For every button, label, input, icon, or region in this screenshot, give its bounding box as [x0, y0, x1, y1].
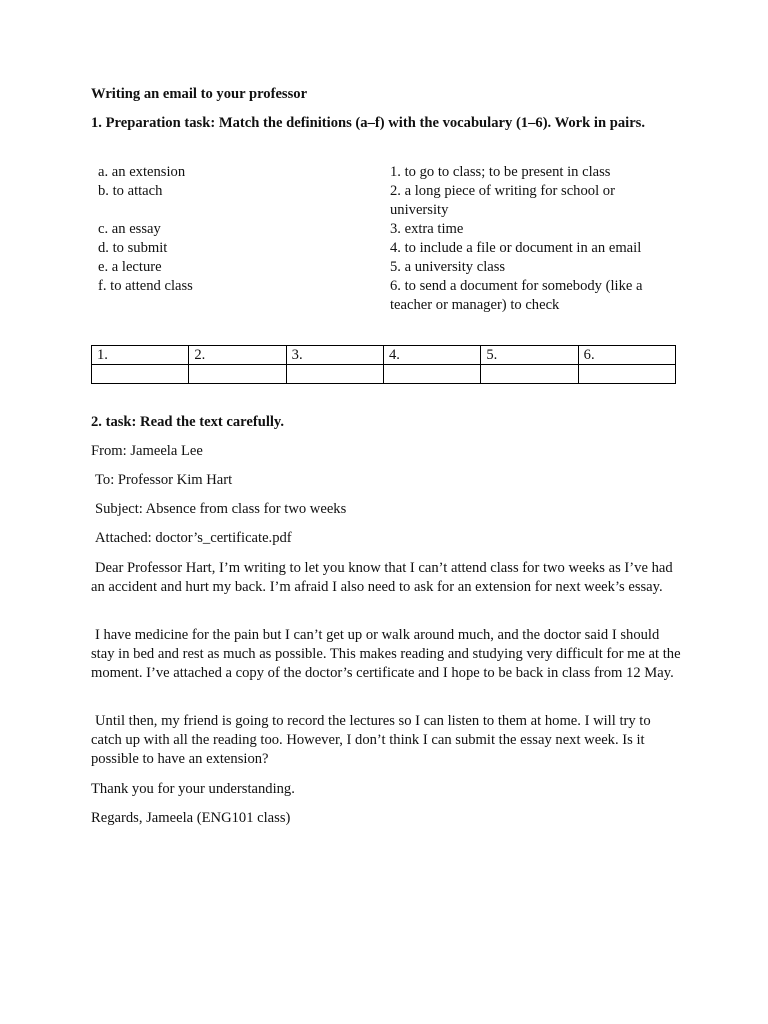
email-paragraph-2: I have medicine for the pain but I can’t get up or walk around much, and the doctor said I should stay in bed and rest as much as possible. This makes reading and studying very difficult for me at the moment. I’ve attached a copy of the doctor’s certificate and I hope to be back in class from 12 May.: [91, 627, 681, 681]
answer-cell[interactable]: [286, 365, 383, 384]
answer-table-input-row[interactable]: [92, 365, 676, 384]
definition-3: 3. extra time: [390, 221, 464, 237]
email-closing: Thank you for your understanding.: [91, 781, 295, 797]
email-paragraph-3: Until then, my friend is going to record the lectures so I can listen to them at home. I will try to catch up with all the reading too. However, I don’t think I can submit the essay next week. Is it possible to have an extension?: [91, 713, 651, 767]
vocab-item-f: f. to attend class: [98, 278, 193, 294]
definition-2: 2. a long piece of writing for school or university: [390, 183, 615, 218]
email-to: To: Professor Kim Hart: [95, 472, 233, 488]
email-paragraph-1: Dear Professor Hart, I’m writing to let you know that I can’t attend class for two weeks as I’ve had an accident and hurt my back. I’m afraid I also need to ask for an extension for next week’s essay.: [91, 560, 673, 595]
task2-heading: 2. task: Read the text carefully.: [91, 414, 285, 430]
answer-table-header-row: [92, 346, 676, 365]
answer-header-cell: 3.: [286, 346, 383, 365]
definition-4: 4. to include a file or document in an email: [390, 240, 642, 256]
answer-cell[interactable]: [189, 365, 286, 384]
answer-header-cell: 6.: [578, 346, 675, 365]
email-subject: Subject: Absence from class for two weeks: [95, 501, 347, 517]
definition-1: 1. to go to class; to be present in class: [390, 164, 611, 180]
answer-cell[interactable]: [383, 365, 480, 384]
definition-5: 5. a university class: [390, 259, 506, 275]
answer-cell[interactable]: [92, 365, 189, 384]
definition-6: 6. to send a document for somebody (like a teacher or manager) to check: [390, 278, 643, 313]
vocab-item-d: d. to submit: [98, 240, 168, 256]
vocab-item-c: c. an essay: [98, 221, 161, 237]
email-signature: Regards, Jameela (ENG101 class): [91, 810, 291, 826]
document-title: Writing an email to your professor: [91, 86, 308, 102]
answer-header-cell: 4.: [383, 346, 480, 365]
vocab-item-e: e. a lecture: [98, 259, 162, 275]
vocab-item-b: b. to attach: [98, 183, 163, 199]
answer-header-cell: 1.: [92, 346, 189, 365]
email-attachment: Attached: doctor’s_certificate.pdf: [95, 530, 292, 546]
answer-cell[interactable]: [578, 365, 675, 384]
answer-header-cell: 2.: [189, 346, 286, 365]
answer-table: [91, 345, 676, 384]
answer-header-cell: 5.: [481, 346, 578, 365]
vocab-item-a: a. an extension: [98, 164, 186, 180]
email-from: From: Jameela Lee: [91, 443, 203, 459]
answer-cell[interactable]: [481, 365, 578, 384]
task1-heading: 1. Preparation task: Match the definitions (a–f) with the vocabulary (1–6). Work in pairs.: [91, 115, 646, 131]
